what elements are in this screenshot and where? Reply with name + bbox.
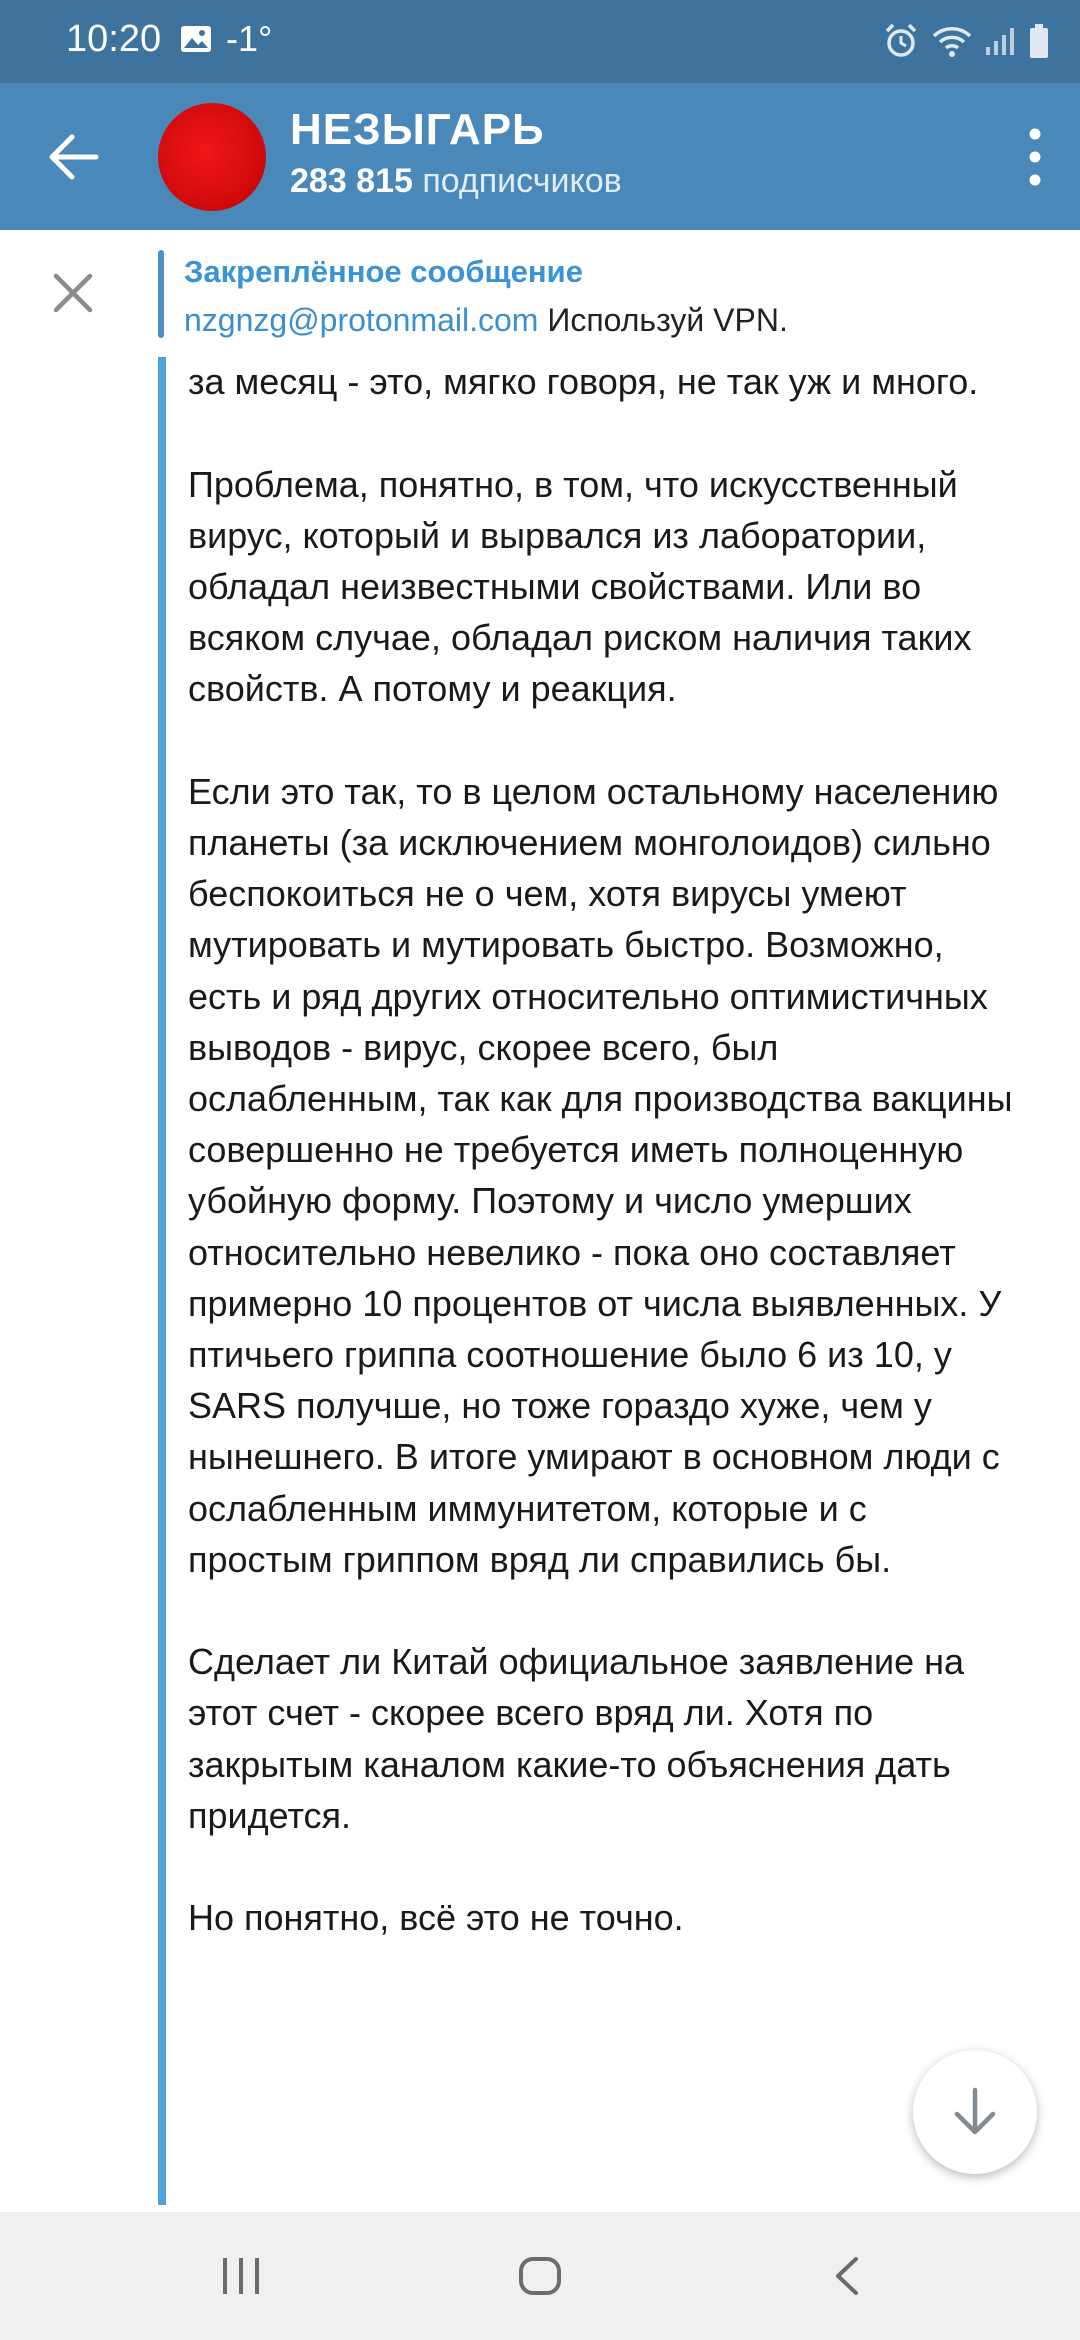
chat-area[interactable] — [0, 357, 1080, 2212]
signal-icon — [984, 25, 1016, 57]
pinned-title: Закреплённое сообщение — [184, 254, 583, 289]
message-text — [188, 357, 1018, 1995]
pinned-message-bar[interactable] — [0, 230, 1080, 359]
image-icon — [180, 25, 212, 53]
pinned-text: Используй VPN. — [547, 302, 788, 338]
alarm-icon — [882, 22, 920, 60]
subscriber-label: подписчиков — [422, 162, 622, 200]
message-paragraph: за месяц - это, мягко говоря, не так уж и много. — [188, 361, 979, 403]
message-paragraph: Но понятно, всё это не точно. — [188, 1897, 684, 1939]
subscriber-count: 283 815 — [290, 162, 413, 200]
arrow-down-icon — [951, 2086, 999, 2138]
message-paragraph: Если это так, то в целом остальному населению планеты (за исключением монголоидов) сильно беспокоиться не о чем, хотя вирусы умеют мутировать и мутировать быстро. Возможно, есть и ряд других относительно оптимистичных выводов - вирус, скорее всего, был ослабленным, так как для производства вакцины совершенно не требуется иметь полноценную убойную форму. Поэтому и число умерших относительно невелико - пока оно составляет примерно 10 процентов от числа выявленных. У птичьего гриппа соотношение было 6 из 10, у SARS получше, но тоже гораздо хуже, чем у нынешнего. В итоге умирают в основном люди с ослабленным иммунитетом, которые и с простым гриппом вряд ли справились бы. — [188, 770, 1013, 1580]
home-icon[interactable] — [518, 2256, 562, 2296]
status-temperature: -1° — [226, 18, 273, 59]
message-accent-bar — [158, 357, 166, 2205]
app-bar — [0, 83, 1080, 230]
channel-avatar[interactable] — [158, 103, 266, 211]
status-time: 10:20 — [66, 18, 162, 60]
message-paragraph: Сделает ли Китай официальное заявление на этот счет - скорее всего вряд ли. Хотя по закрытым каналом какие-то объяснения дать придется. — [188, 1641, 965, 1836]
status-icons — [882, 22, 1050, 60]
pinned-preview — [184, 302, 788, 339]
back-arrow-icon[interactable] — [44, 127, 104, 187]
pinned-email-link[interactable]: nzgnzg@protonmail.com — [184, 302, 539, 338]
message-paragraph: Проблема, понятно, в том, что искусственный вирус, который и вырвался из лаборатории, обладал неизвестными свойствами. Или во всяком случае, обладал риском наличия таких свойств. А потому и реакция. — [188, 463, 972, 710]
battery-icon — [1028, 23, 1050, 59]
pinned-accent-bar — [158, 250, 164, 338]
status-bar — [0, 0, 1080, 83]
channel-subtitle — [290, 162, 622, 201]
close-icon[interactable] — [50, 270, 96, 316]
nav-back-icon[interactable] — [832, 2256, 860, 2296]
wifi-icon — [932, 24, 972, 58]
system-nav-bar — [0, 2212, 1080, 2340]
scroll-down-button[interactable] — [913, 2050, 1037, 2174]
recent-apps-icon[interactable] — [220, 2256, 262, 2296]
channel-title[interactable]: НЕЗЫГАРЬ — [290, 105, 545, 154]
more-menu-icon[interactable] — [1010, 120, 1060, 194]
